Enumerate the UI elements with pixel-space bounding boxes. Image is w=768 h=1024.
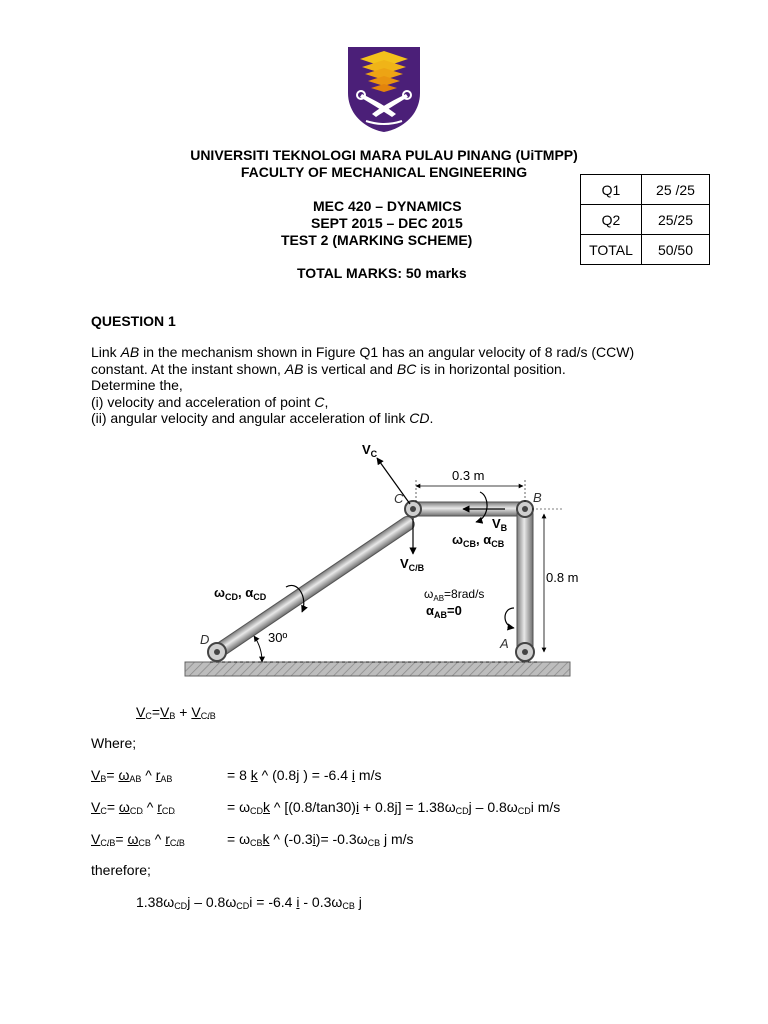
joint-d — [208, 643, 226, 661]
dimension-label-ab: 0.8 m — [546, 570, 579, 585]
table-row — [581, 235, 710, 265]
vc-label: $V_C$ — [362, 442, 378, 459]
vcb-label: $V_{C/B}$ — [400, 556, 425, 573]
point-label-b: B — [533, 490, 542, 505]
angle-label: 30º — [268, 630, 288, 645]
text-span: Link — [91, 344, 121, 360]
course-code: MEC 420 – DYNAMICS — [313, 198, 462, 214]
text-span: C — [314, 393, 325, 410]
text-span: in the mechanism shown in Figure Q1 has an angular velocity of 8 rad/s (CCW) — [139, 344, 635, 360]
question-title: QUESTION 1 — [91, 313, 176, 329]
equation-result: $1.38\omega_{CD}j - 0.8\omega_{CD}i = -6.4$ i - $0.3\omega_{CB}$ j — [136, 894, 362, 911]
wab-arrow — [505, 608, 514, 628]
text-span: is in horizontal position. — [416, 360, 566, 377]
table-cell: Q2 — [581, 205, 642, 235]
university-logo — [346, 45, 422, 133]
text-span: AB — [120, 344, 140, 360]
text-span: (i) velocity and acceleration of point — [91, 393, 315, 410]
figure-q1 — [180, 430, 580, 690]
link-ab — [517, 508, 533, 658]
text-span: is vertical and — [303, 360, 397, 377]
text-span: (ii) angular velocity and angular acceleration of link — [91, 410, 410, 426]
text-span: constant. At the instant shown, — [91, 360, 285, 377]
vb-label: $V_B$ — [492, 516, 508, 533]
table-cell: 25/25 — [642, 205, 710, 235]
test-title: TEST 2 (MARKING SCHEME) — [281, 232, 473, 248]
joint-a — [516, 643, 534, 661]
point-label-d: D — [200, 632, 210, 647]
angle-arc — [254, 636, 262, 662]
wcd-label: $\omega_{CD}$, $\alpha_{CD}$ — [214, 585, 267, 602]
table-row — [581, 205, 710, 235]
where-label: Where; — [91, 735, 137, 751]
point-label-c: C — [394, 491, 404, 506]
text-span: CD — [409, 410, 430, 426]
text-span: AB — [284, 360, 304, 377]
university-name: UNIVERSITI TEKNOLOGI MARA PULAU PINANG (UiTMPP) — [190, 147, 578, 163]
ground — [185, 662, 570, 676]
table-cell: 25 /25 — [642, 175, 710, 205]
equation-vb: $V_B= \omega_{AB}$ ^ $r_{AB}$ — [91, 767, 173, 784]
session: SEPT 2015 – DEC 2015 — [311, 215, 463, 231]
equation-vc-rhs: = $\omega_{CD}k$ ^ $[(0.8/\tan 30)i + 0.8j] = 1.38\omega_{CD}j - 0.8\omega_{CD}i$ m/s — [227, 799, 561, 816]
text-span: , — [324, 393, 329, 410]
equation-main: $V_C=V_B + V_{C/B}$ — [136, 704, 216, 721]
table-cell: Q1 — [581, 175, 642, 205]
text-span: BC — [396, 360, 417, 377]
equation-vb-rhs: = 8 k ^ (0.8j ) = -6.4 i m/s — [227, 767, 382, 783]
dimension-label-bc: 0.3 m — [452, 468, 485, 483]
wcb-label: $\omega_{CB}$, $\alpha_{CB}$ — [452, 532, 505, 549]
question-text — [91, 344, 711, 427]
point-label-a: A — [500, 636, 509, 651]
equation-vcb-rhs: = $\omega_{CB}k$ ^ $(-0.3i)= -0.3\omega_{CB}$ j m/s — [227, 831, 414, 848]
marks-table — [580, 174, 710, 265]
joint-b — [517, 501, 533, 517]
table-row — [581, 175, 710, 205]
text-line: Determine the, — [91, 377, 183, 393]
text-span: . — [429, 410, 434, 426]
wab-label: $\omega_{AB}=8rad/s$ — [424, 587, 485, 603]
joint-c — [405, 501, 421, 517]
table-cell: TOTAL — [581, 235, 642, 265]
table-cell: 50/50 — [642, 235, 710, 265]
equation-vcb: $V_{C/B}= \omega_{CB}$ ^ $r_{C/B}$ — [91, 831, 185, 848]
therefore-label: therefore; — [91, 862, 151, 878]
aab-label: $\alpha_{AB}=0$ — [426, 603, 462, 620]
total-marks: TOTAL MARKS: 50 marks — [297, 265, 467, 281]
faculty-name: FACULTY OF MECHANICAL ENGINEERING — [240, 164, 528, 180]
equation-vc: $V_C= \omega_{CD}$ ^ $r_{CD}$ — [91, 799, 175, 816]
